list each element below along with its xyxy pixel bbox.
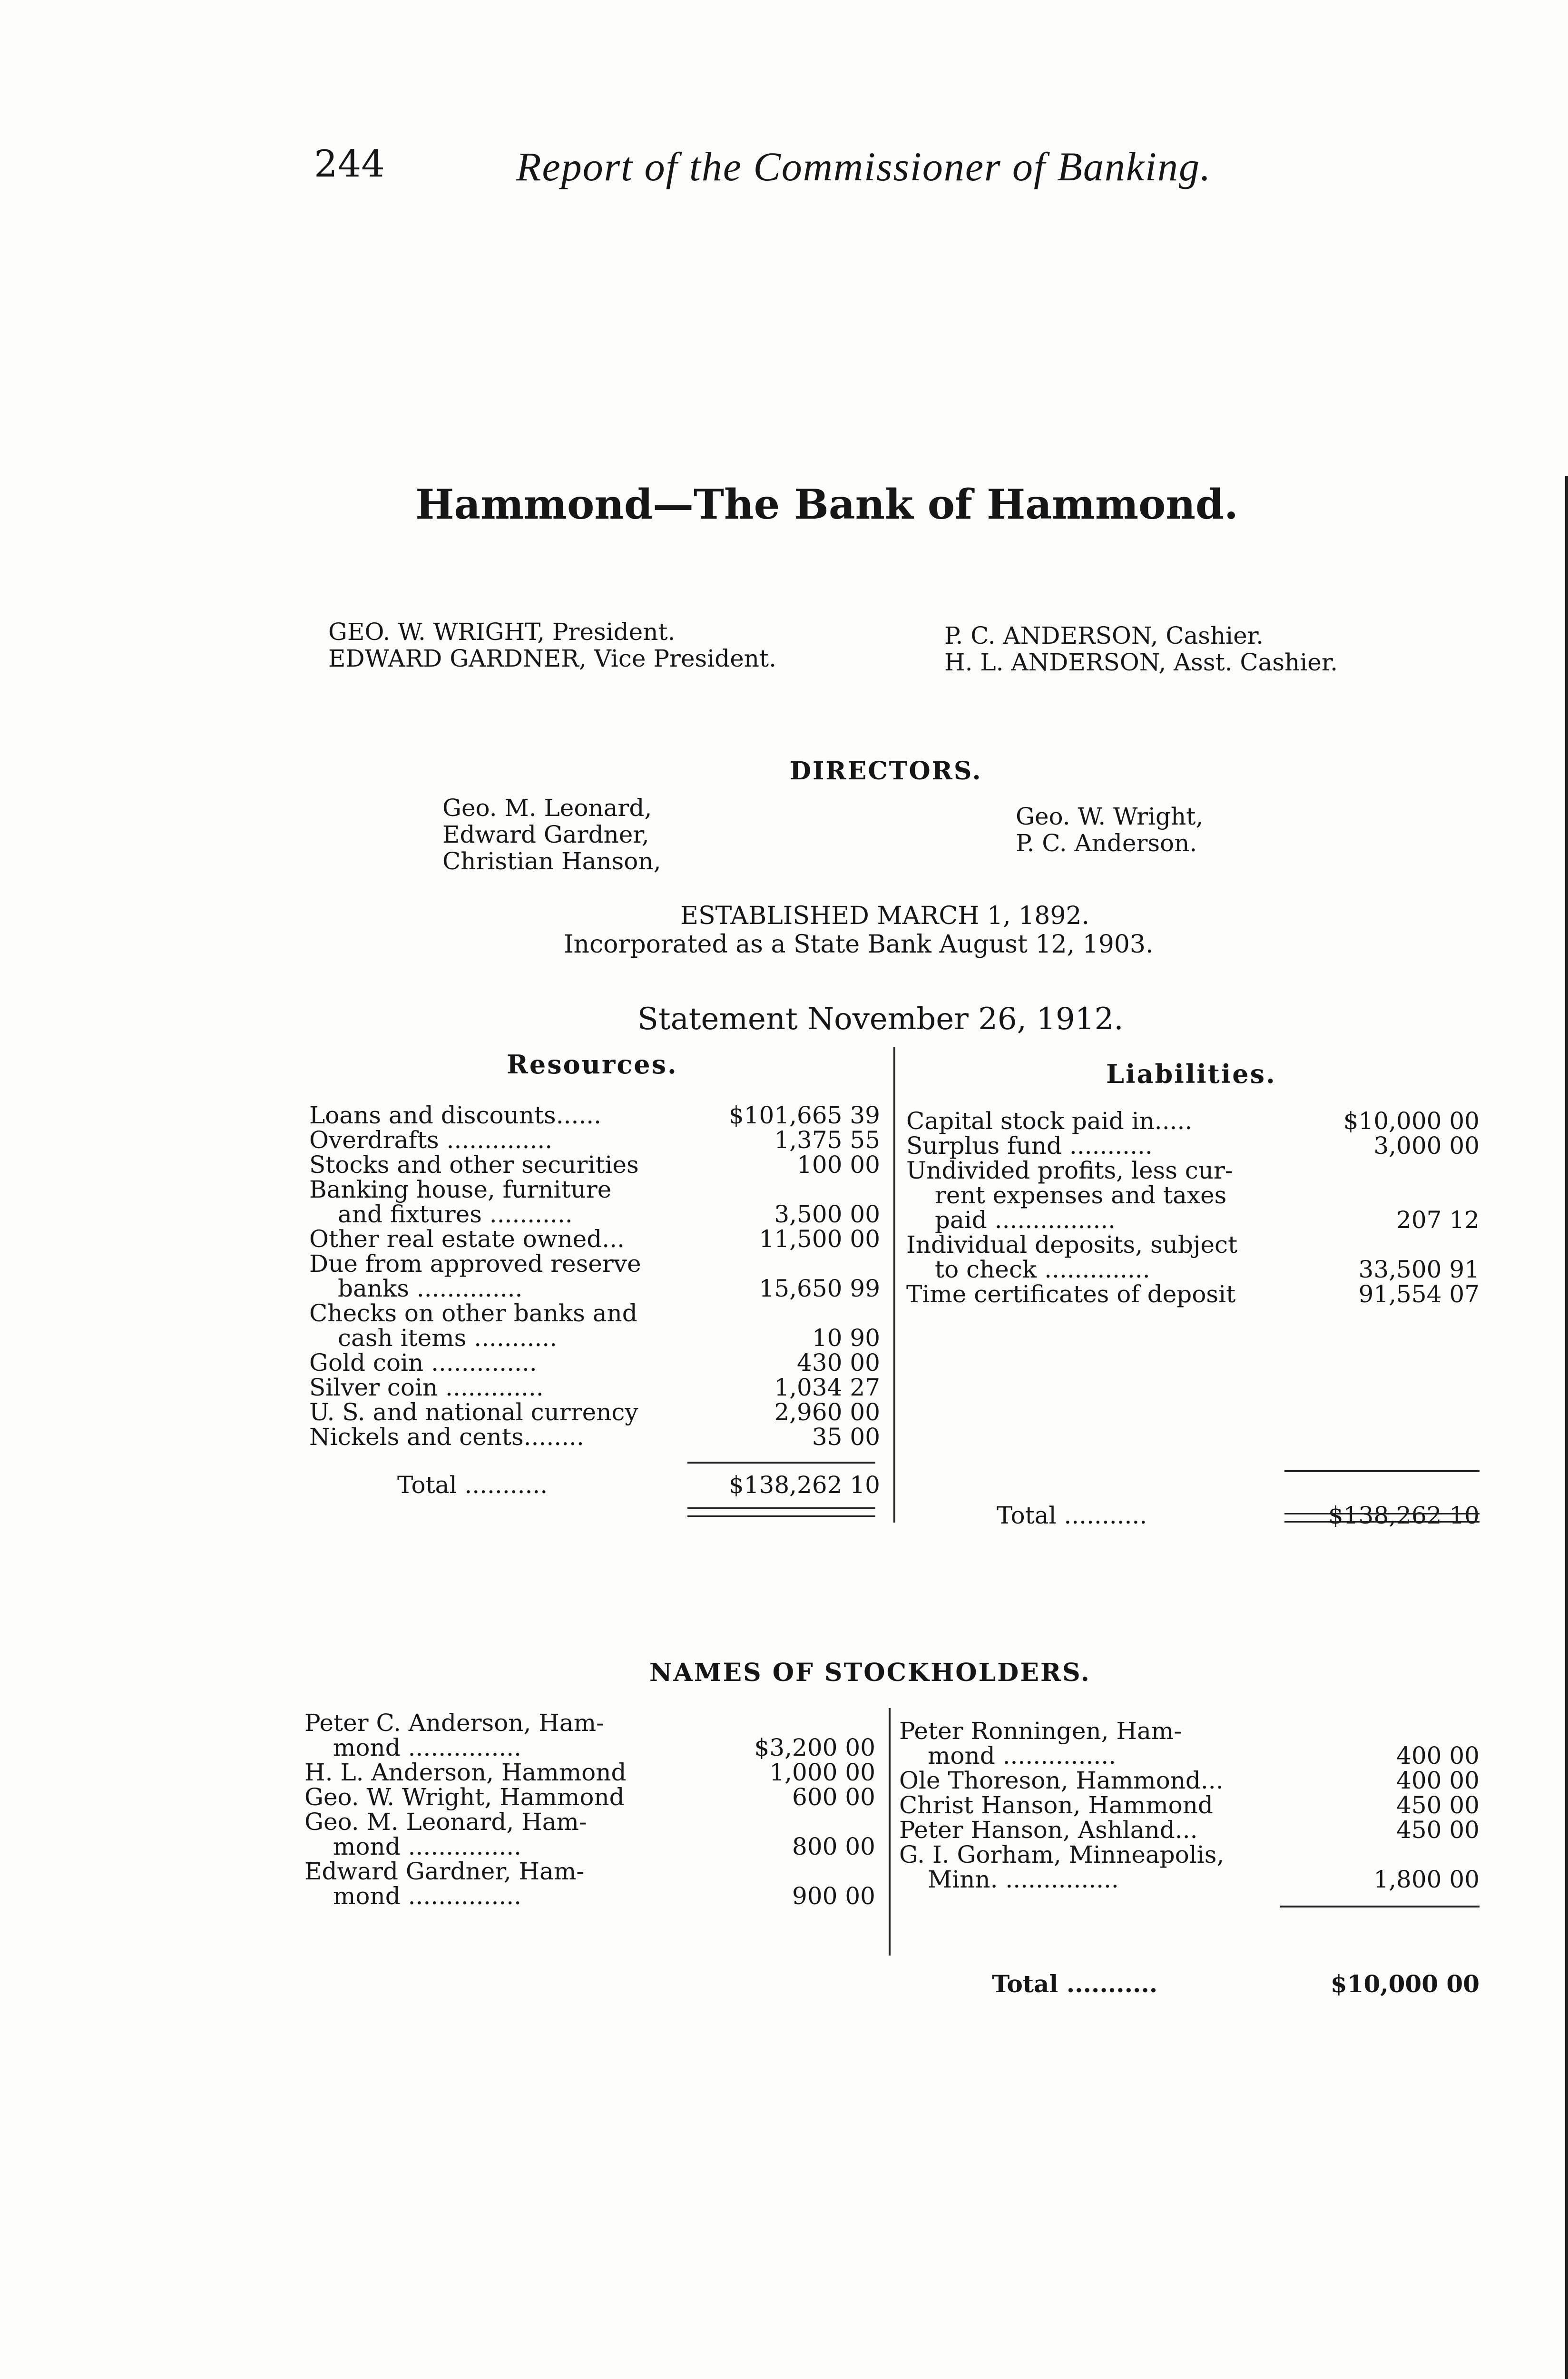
- stockholder-row: [304, 1711, 875, 1735]
- directors-right: [1016, 803, 1203, 856]
- resource-row-label: Silver coin .............: [309, 1374, 544, 1401]
- liability-row: [906, 1158, 1480, 1183]
- liability-row: [906, 1232, 1480, 1257]
- liability-row: [906, 1183, 1480, 1208]
- liability-row-amount: 33,500 91: [1358, 1256, 1480, 1283]
- resource-row: [309, 1202, 880, 1227]
- resource-row: [309, 1301, 880, 1326]
- liability-row-label: Undivided profits, less cur-: [906, 1157, 1233, 1184]
- bank-title: Hammond—The Bank of Hammond.: [415, 481, 1238, 529]
- officers-left: [328, 619, 776, 672]
- resources-sum-rule: [687, 1462, 875, 1464]
- resource-row-amount: $101,665 39: [728, 1101, 880, 1129]
- director: Christian Hanson,: [442, 847, 661, 875]
- resource-row: [309, 1227, 880, 1251]
- resource-row-label: and fixtures ...........: [338, 1200, 573, 1228]
- liability-row-amount: 3,000 00: [1373, 1132, 1480, 1160]
- statement-title: Statement November 26, 1912.: [637, 1002, 1124, 1037]
- stockholder-row-label: Minn. ...............: [928, 1866, 1119, 1893]
- resource-row: [309, 1326, 880, 1350]
- resource-row: [309, 1177, 880, 1202]
- resource-row-amount: 100 00: [797, 1151, 880, 1179]
- page-edge-right: [1565, 476, 1568, 2379]
- stockholder-row: [899, 1719, 1480, 1743]
- stockholders-sum-rule: [1280, 1906, 1480, 1907]
- stockholders-total-row: [992, 1972, 1480, 1996]
- resource-row: [309, 1251, 880, 1276]
- running-title: Report of the Commissioner of Banking.: [516, 144, 1212, 189]
- stockholder-row-label: mond ...............: [333, 1734, 522, 1761]
- stockholder-row-label: H. L. Anderson, Hammond: [304, 1759, 627, 1786]
- resource-row: [309, 1425, 880, 1449]
- resource-row: [309, 1276, 880, 1301]
- officers-right: [944, 622, 1338, 676]
- stockholder-row-label: Peter Ronningen, Ham-: [899, 1717, 1182, 1745]
- stockholder-row: [304, 1809, 875, 1834]
- stockholder-row: [304, 1760, 875, 1785]
- stockholder-row: [304, 1735, 875, 1760]
- resources-heading: Resources.: [507, 1049, 678, 1080]
- stockholder-row-amount: 400 00: [1396, 1767, 1480, 1794]
- liabilities-total-label: Total ...........: [997, 1502, 1147, 1529]
- liability-row-amount: $10,000 00: [1343, 1107, 1480, 1135]
- liability-row: [906, 1133, 1480, 1158]
- officer-asst-cashier: H. L. ANDERSON, Asst. Cashier.: [944, 649, 1338, 676]
- liability-row-label: Surplus fund ...........: [906, 1132, 1153, 1160]
- directors-heading: DIRECTORS.: [790, 757, 982, 786]
- resource-row-label: cash items ...........: [338, 1324, 558, 1352]
- stockholder-row-label: Peter C. Anderson, Ham-: [304, 1709, 605, 1737]
- resource-row-amount: 1,034 27: [774, 1374, 880, 1401]
- resource-row-label: banks ..............: [338, 1275, 523, 1302]
- resource-row-amount: 15,650 99: [759, 1275, 880, 1302]
- resource-row-label: Stocks and other securities: [309, 1151, 639, 1179]
- liabilities-total-value: $138,262 10: [1328, 1502, 1480, 1529]
- stockholder-row-label: mond ...............: [928, 1742, 1117, 1770]
- stockholder-row-amount: $3,200 00: [754, 1734, 875, 1761]
- resource-row-label: Other real estate owned...: [309, 1225, 625, 1253]
- stockholder-row-amount: 1,000 00: [769, 1759, 875, 1786]
- stockholder-row-label: G. I. Gorham, Minneapolis,: [899, 1841, 1225, 1868]
- stockholder-row: [899, 1818, 1480, 1842]
- stockholder-row: [899, 1793, 1480, 1818]
- stockholder-row-amount: 400 00: [1396, 1742, 1480, 1770]
- stockholder-row-label: Geo. M. Leonard, Ham-: [304, 1808, 587, 1836]
- liabilities-list: [906, 1109, 1480, 1307]
- liability-row: [906, 1109, 1480, 1133]
- stockholder-row-amount: 450 00: [1396, 1791, 1480, 1819]
- stockholder-row-amount: 1,800 00: [1373, 1866, 1480, 1893]
- resource-row-label: Checks on other banks and: [309, 1299, 637, 1327]
- resource-row-amount: 430 00: [797, 1349, 880, 1376]
- resource-row-label: Due from approved reserve: [309, 1250, 641, 1278]
- stockholder-row: [899, 1842, 1480, 1867]
- stockholder-row: [899, 1867, 1480, 1892]
- resource-row-label: U. S. and national currency: [309, 1398, 638, 1426]
- directors-left: [442, 795, 661, 875]
- resource-row-label: Loans and discounts......: [309, 1101, 602, 1129]
- resources-total-value: $138,262 10: [728, 1471, 880, 1499]
- resources-total-row: [397, 1473, 880, 1497]
- stockholder-row-label: Christ Hanson, Hammond: [899, 1791, 1213, 1819]
- stockholder-row: [304, 1859, 875, 1884]
- liability-row-amount: 91,554 07: [1358, 1280, 1480, 1308]
- resource-row: [309, 1400, 880, 1425]
- stockholder-row-amount: 900 00: [792, 1882, 875, 1910]
- resource-row: [309, 1152, 880, 1177]
- liability-row-label: Individual deposits, subject: [906, 1231, 1238, 1258]
- resource-row: [309, 1103, 880, 1128]
- stockholders-divider: [889, 1708, 891, 1956]
- resource-row: [309, 1128, 880, 1152]
- stockholder-row: [304, 1785, 875, 1809]
- liability-row-label: to check ..............: [935, 1256, 1150, 1283]
- liability-row-label: paid ................: [935, 1206, 1116, 1234]
- liability-row: [906, 1282, 1480, 1307]
- director: Geo. W. Wright,: [1016, 803, 1204, 830]
- liability-row-label: Capital stock paid in.....: [906, 1107, 1193, 1135]
- resource-row-label: Gold coin ..............: [309, 1349, 537, 1376]
- resource-row-label: Nickels and cents........: [309, 1423, 584, 1451]
- stockholder-row-amount: 800 00: [792, 1833, 875, 1860]
- stockholder-row-label: Geo. W. Wright, Hammond: [304, 1783, 625, 1811]
- resource-row: [309, 1375, 880, 1400]
- incorporated-line: Incorporated as a State Bank August 12, 1903.: [564, 930, 1154, 959]
- liabilities-heading: Liabilities.: [1106, 1059, 1276, 1089]
- resource-row-amount: 3,500 00: [774, 1200, 880, 1228]
- stockholder-row: [304, 1884, 875, 1908]
- resources-list: [309, 1103, 880, 1449]
- stockholders-total-label: Total ...........: [992, 1970, 1158, 1998]
- stockholders-total-value: $10,000 00: [1330, 1970, 1480, 1998]
- resource-row-amount: 11,500 00: [759, 1225, 880, 1253]
- officer-cashier: P. C. ANDERSON, Cashier.: [944, 622, 1264, 649]
- stockholders-left-list: [304, 1711, 875, 1908]
- director: Edward Gardner,: [442, 821, 649, 848]
- resource-row-amount: 2,960 00: [774, 1398, 880, 1426]
- liability-row-label: rent expenses and taxes: [935, 1181, 1227, 1209]
- established-line: ESTABLISHED MARCH 1, 1892.: [680, 902, 1090, 930]
- resource-row-amount: 35 00: [812, 1423, 880, 1451]
- resources-total-label: Total ...........: [397, 1471, 548, 1499]
- stockholder-row: [899, 1743, 1480, 1768]
- director: P. C. Anderson.: [1016, 829, 1197, 857]
- stockholders-right-list: [899, 1719, 1480, 1892]
- liability-row-label: Time certificates of deposit: [906, 1280, 1236, 1308]
- officer-president: GEO. W. WRIGHT, President.: [328, 618, 676, 646]
- resources-double-rule: [687, 1507, 875, 1517]
- liability-row: [906, 1257, 1480, 1282]
- stockholder-row: [899, 1768, 1480, 1793]
- stockholder-row: [304, 1834, 875, 1859]
- liabilities-sum-rule: [1284, 1470, 1480, 1472]
- stockholder-row-label: mond ...............: [333, 1882, 522, 1910]
- stockholders-heading: NAMES OF STOCKHOLDERS.: [649, 1658, 1091, 1687]
- statement-divider: [893, 1047, 895, 1523]
- resource-row-amount: 10 90: [812, 1324, 880, 1352]
- stockholder-row-label: mond ...............: [333, 1833, 522, 1860]
- page-number: 244: [314, 143, 385, 186]
- liabilities-double-rule: [1284, 1513, 1480, 1523]
- resource-row-label: Banking house, furniture: [309, 1176, 612, 1203]
- stockholder-row-amount: 600 00: [792, 1783, 875, 1811]
- stockholder-row-label: Ole Thoreson, Hammond...: [899, 1767, 1224, 1794]
- stockholder-row-label: Edward Gardner, Ham-: [304, 1858, 585, 1885]
- liability-row: [906, 1208, 1480, 1232]
- resource-row-amount: 1,375 55: [774, 1126, 880, 1154]
- director: Geo. M. Leonard,: [442, 794, 652, 822]
- stockholder-row-amount: 450 00: [1396, 1816, 1480, 1844]
- stockholder-row-label: Peter Hanson, Ashland...: [899, 1816, 1198, 1844]
- officer-vice-president: EDWARD GARDNER, Vice President.: [328, 645, 776, 672]
- resource-row-label: Overdrafts ..............: [309, 1126, 553, 1154]
- liability-row-amount: 207 12: [1396, 1206, 1480, 1234]
- resource-row: [309, 1350, 880, 1375]
